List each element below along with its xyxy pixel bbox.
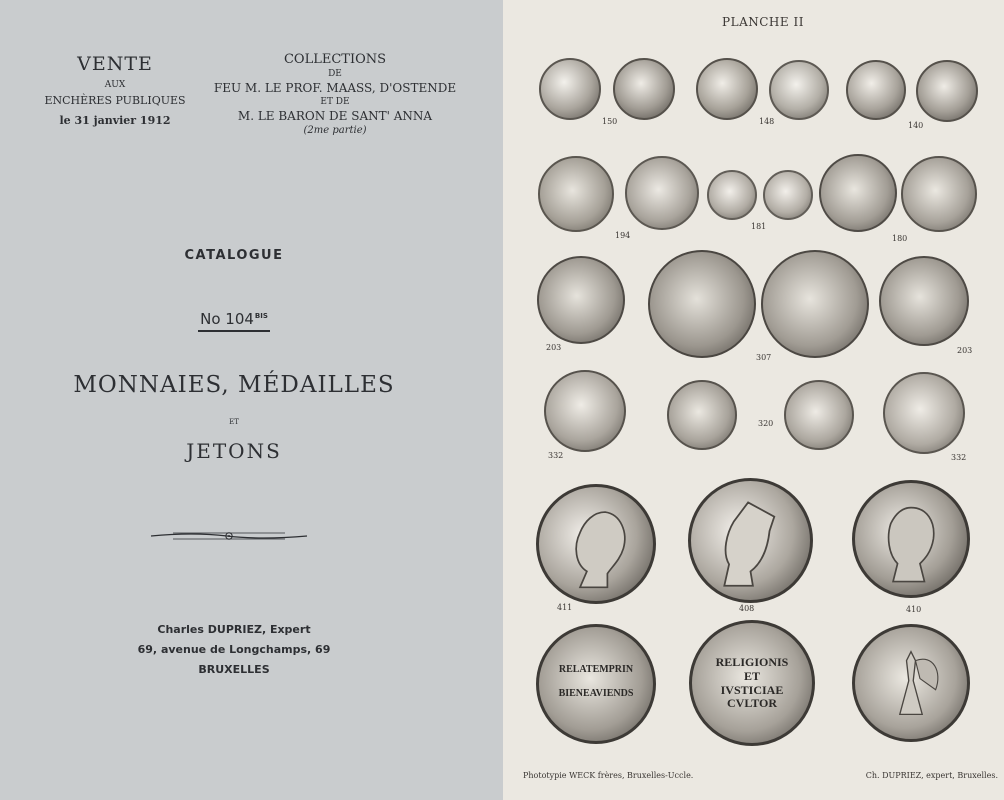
coin-image bbox=[625, 156, 699, 230]
coin-number: 203 bbox=[957, 346, 973, 355]
coin-number: 307 bbox=[756, 353, 772, 362]
footer-right: Ch. DUPRIEZ, expert, Bruxelles. bbox=[865, 771, 998, 780]
coin-image bbox=[879, 256, 969, 346]
medal-portrait-icon bbox=[855, 483, 967, 595]
coin-number: 180 bbox=[892, 234, 908, 243]
sale-line: ENCHÈRES PUBLIQUES bbox=[44, 94, 186, 107]
coin-image bbox=[901, 156, 977, 232]
coin-image bbox=[707, 170, 757, 220]
main-title-line2: JETONS bbox=[186, 439, 282, 463]
medal-portrait-icon bbox=[691, 481, 810, 600]
collections-de: DE bbox=[328, 69, 342, 79]
coin-number: 411 bbox=[557, 603, 573, 612]
coin-number: 203 bbox=[546, 343, 562, 352]
coin-image bbox=[667, 380, 737, 450]
coin-number: 150 bbox=[602, 117, 618, 126]
medal-image bbox=[852, 624, 970, 742]
coin-image bbox=[883, 372, 965, 454]
medal-legend-line: ET bbox=[743, 668, 760, 683]
medal-legend-line: CVLTOR bbox=[726, 696, 778, 711]
coin-image bbox=[763, 170, 813, 220]
coin-number: 194 bbox=[615, 231, 631, 240]
coin-image bbox=[819, 154, 897, 232]
coin-number: 408 bbox=[739, 604, 755, 613]
ornament-divider bbox=[143, 524, 315, 548]
medal-legend bbox=[544, 664, 648, 699]
coin-image bbox=[769, 60, 829, 120]
coin-number: 332 bbox=[548, 451, 564, 460]
catalogue-number bbox=[0, 309, 468, 332]
medal-legend-line: IVSTICIAE bbox=[720, 682, 784, 697]
medal-image bbox=[536, 484, 656, 604]
sale-date: le 31 janvier 1912 bbox=[59, 114, 171, 127]
coin-number: 332 bbox=[951, 453, 967, 462]
number-prefix: No 104 bbox=[200, 310, 254, 328]
coin-image bbox=[846, 60, 906, 120]
medal-legend-line: RELIGIONIS bbox=[715, 655, 789, 669]
collections-block bbox=[210, 52, 460, 137]
sale-block bbox=[40, 52, 190, 134]
coin-number: 140 bbox=[908, 121, 924, 130]
sale-title: VENTE bbox=[77, 53, 153, 75]
expert-block bbox=[0, 620, 468, 680]
coin-number: 320 bbox=[758, 419, 774, 428]
medal-image bbox=[852, 480, 970, 598]
expert-city: BRUXELLES bbox=[198, 663, 270, 676]
medal-legend bbox=[699, 656, 805, 711]
coin-number: 410 bbox=[906, 605, 922, 614]
expert-name: Charles DUPRIEZ, Expert bbox=[157, 623, 311, 636]
medal-legend-line: BIENEAVIENDS bbox=[558, 687, 634, 699]
coin-image bbox=[539, 58, 601, 120]
main-title-et: ET bbox=[229, 418, 239, 426]
coin-image bbox=[648, 250, 756, 358]
coin-number: 181 bbox=[751, 222, 767, 231]
collections-line2: M. LE BARON DE SANT' ANNA bbox=[237, 109, 433, 123]
medal-legend-line: RELATEMPRIN bbox=[558, 664, 634, 675]
collections-etde: ET DE bbox=[320, 97, 350, 107]
medal-image bbox=[688, 478, 813, 603]
coin-image bbox=[916, 60, 978, 122]
footer-left: Phototypie WECK frères, Bruxelles-Uccle. bbox=[523, 771, 694, 780]
collections-part: (2me partie) bbox=[303, 125, 367, 136]
main-title-line1: MONNAIES, MÉDAILLES bbox=[73, 372, 395, 398]
coin-image bbox=[696, 58, 758, 120]
coin-image bbox=[761, 250, 869, 358]
coin-image bbox=[537, 256, 625, 344]
catalogue-label: CATALOGUE bbox=[184, 248, 284, 263]
coin-image bbox=[613, 58, 675, 120]
coin-plate-page bbox=[503, 0, 1004, 800]
collections-title: COLLECTIONS bbox=[283, 52, 387, 67]
collections-line1: FEU M. LE PROF. MAASS, D'OSTENDE bbox=[213, 81, 457, 95]
winged-figure-icon bbox=[855, 627, 967, 739]
coin-number: 148 bbox=[759, 117, 775, 126]
coin-image bbox=[544, 370, 626, 452]
plate-title: PLANCHE II bbox=[722, 15, 804, 29]
sale-aux: AUX bbox=[104, 80, 126, 90]
coin-image bbox=[538, 156, 614, 232]
expert-address: 69, avenue de Longchamps, 69 bbox=[137, 643, 331, 656]
coin-image bbox=[784, 380, 854, 450]
number-suffix: BIS bbox=[254, 312, 268, 320]
medal-portrait-icon bbox=[539, 487, 653, 601]
